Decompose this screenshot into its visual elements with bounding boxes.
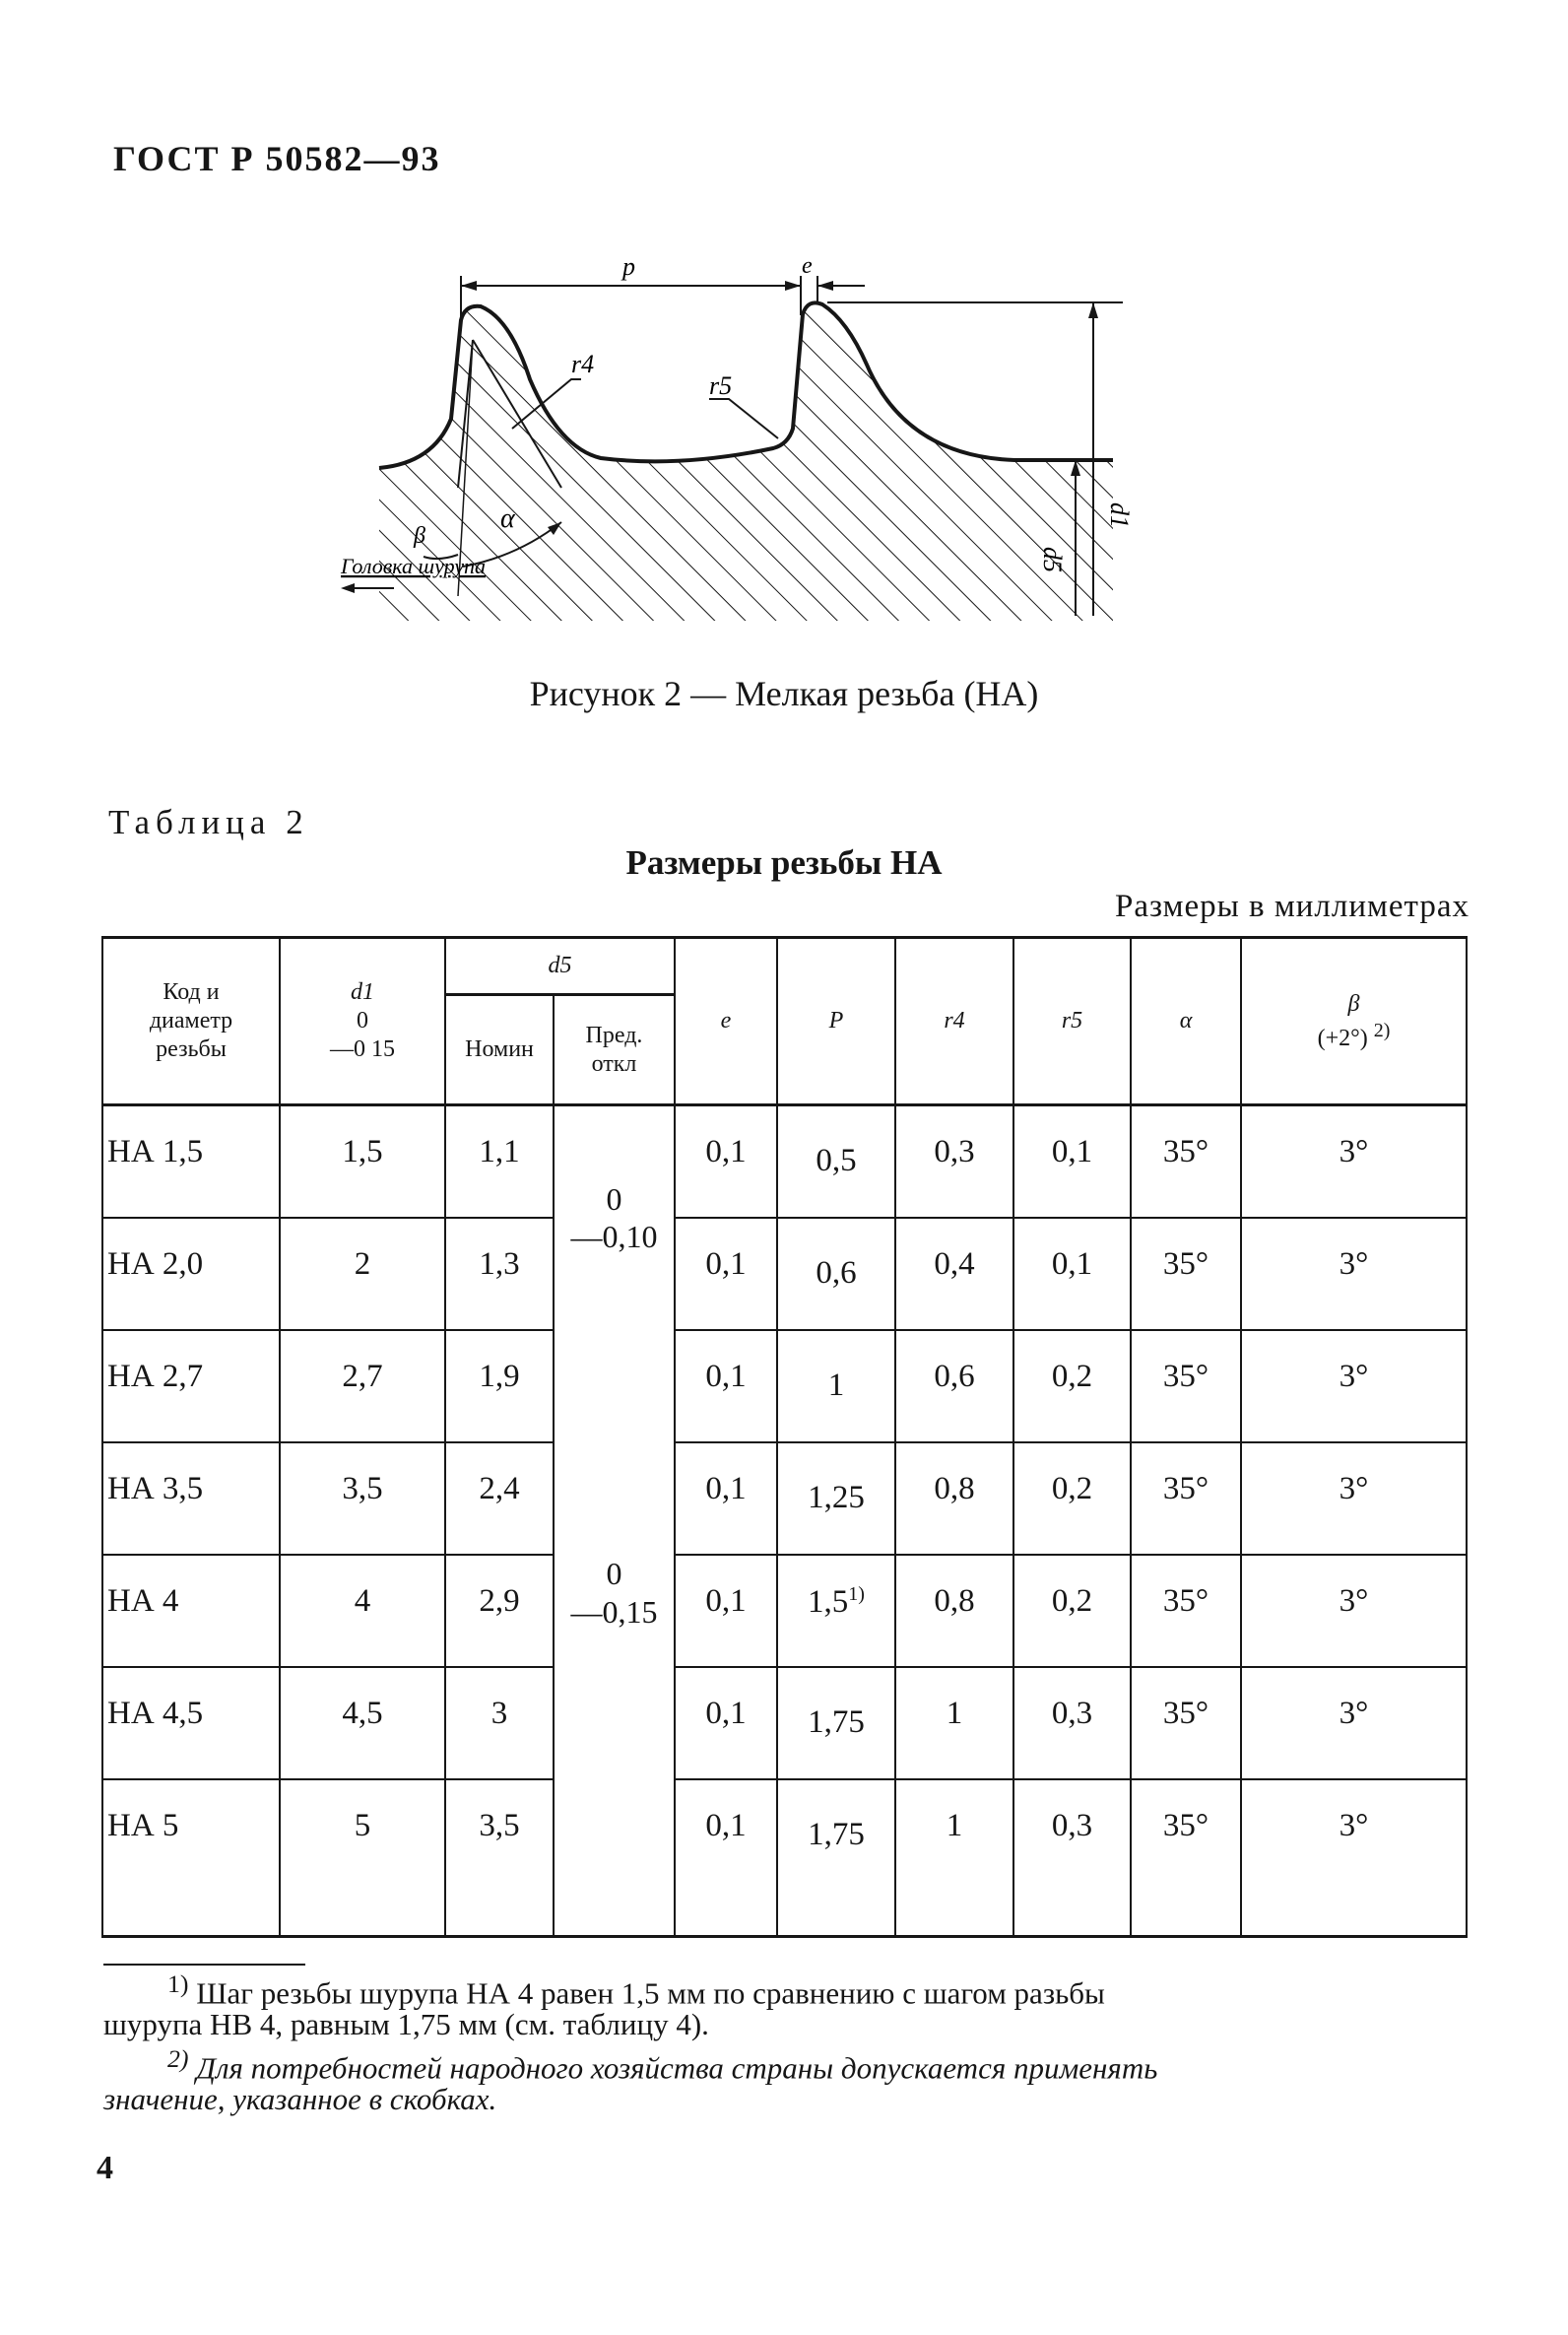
cell-e: 0,1 <box>675 1779 777 1937</box>
cell-r4: 0,8 <box>895 1442 1013 1555</box>
cell-code: НА 1,5 <box>102 1105 280 1218</box>
cell-d5-nominal: 1,9 <box>445 1330 554 1442</box>
cell-code: НА 4 <box>102 1555 280 1667</box>
cell-beta: 3° <box>1241 1555 1467 1667</box>
d1-label: d1 <box>1105 502 1134 528</box>
cell-d1: 2,7 <box>280 1330 445 1442</box>
cell-e: 0,1 <box>675 1667 777 1779</box>
cell-beta: 3° <box>1241 1105 1467 1218</box>
cell-code: НА 5 <box>102 1779 280 1937</box>
header-beta-tol: (+2°) <box>1317 1025 1368 1051</box>
cell-r4: 0,4 <box>895 1218 1013 1330</box>
thread-profile-figure <box>335 241 1221 635</box>
cell-e: 0,1 <box>675 1442 777 1555</box>
header-alpha <box>1131 938 1241 1105</box>
cell-p-value: 1,5 <box>808 1583 849 1620</box>
table-row <box>102 1105 1467 1218</box>
cell-p <box>777 1555 895 1667</box>
header-d5 <box>445 938 675 995</box>
tol-group1-lower: —0,10 <box>570 1219 658 1255</box>
header-d1-tol-lower: —0 15 <box>330 1035 395 1062</box>
cell-r5: 0,2 <box>1013 1442 1131 1555</box>
cell-d5-nominal: 3 <box>445 1667 554 1779</box>
cell-d5-nominal: 3,5 <box>445 1779 554 1937</box>
header-p <box>777 938 895 1105</box>
header-e <box>675 938 777 1105</box>
table-row <box>102 1779 1467 1937</box>
cell-p-value: 1,25 <box>808 1479 865 1515</box>
footnote-2-marker: 2) <box>167 2044 189 2073</box>
beta-label: β <box>414 523 425 549</box>
header-r5-symbol: r5 <box>1061 1008 1083 1034</box>
header-beta <box>1241 938 1467 1105</box>
cell-d5-nominal: 2,9 <box>445 1555 554 1667</box>
header-p-symbol: P <box>828 1008 844 1034</box>
cell-p <box>777 1667 895 1779</box>
cell-d5-nominal: 1,3 <box>445 1218 554 1330</box>
cell-p-value: 1 <box>827 1367 845 1403</box>
cell-alpha: 35° <box>1131 1218 1241 1330</box>
cell-alpha: 35° <box>1131 1442 1241 1555</box>
cell-r4: 0,3 <box>895 1105 1013 1218</box>
cell-alpha: 35° <box>1131 1667 1241 1779</box>
cell-beta: 3° <box>1241 1330 1467 1442</box>
cell-code: НА 2,7 <box>102 1330 280 1442</box>
cell-p-value: 0,6 <box>816 1254 857 1291</box>
cell-r4: 1 <box>895 1667 1013 1779</box>
cell-d5-nominal: 2,4 <box>445 1442 554 1555</box>
cell-code: НА 4,5 <box>102 1667 280 1779</box>
cell-code: НА 2,0 <box>102 1218 280 1330</box>
cell-r4: 1 <box>895 1779 1013 1937</box>
cell-p-value: 1,75 <box>808 1703 865 1740</box>
page-number: 4 <box>97 2150 113 2186</box>
cell-beta: 3° <box>1241 1218 1467 1330</box>
header-beta-symbol: β <box>1347 990 1360 1017</box>
cell-e: 0,1 <box>675 1105 777 1218</box>
d5-label: d5 <box>1038 547 1067 572</box>
table-row <box>102 1442 1467 1555</box>
footnote-2-line2: значение, указанное в скобках. <box>103 2082 497 2116</box>
cell-alpha: 35° <box>1131 1105 1241 1218</box>
document-title: ГОСТ Р 50582—93 <box>113 139 441 178</box>
cell-e: 0,1 <box>675 1330 777 1442</box>
units-note: Размеры в миллиметрах <box>1115 889 1470 924</box>
footnote-1-line1: Шаг резьбы шурупа НА 4 равен 1,5 мм по сравнению с шагом разьбы <box>196 1975 1105 2011</box>
header-beta-note: 2) <box>1373 1019 1391 1041</box>
header-d1 <box>280 938 445 1105</box>
header-d1-tol-upper: 0 <box>357 1008 368 1034</box>
table-label: Таблица 2 <box>108 803 309 841</box>
header-d1-symbol: d1 <box>351 979 374 1006</box>
header-d5-tol-line2: откл <box>591 1050 637 1077</box>
table-row <box>102 1667 1467 1779</box>
cell-r5: 0,1 <box>1013 1105 1131 1218</box>
header-d5-tol-line1: Пред. <box>585 1022 643 1048</box>
cell-r4: 0,8 <box>895 1555 1013 1667</box>
tol-group2-lower: —0,15 <box>570 1593 658 1630</box>
cell-alpha: 35° <box>1131 1555 1241 1667</box>
table-row <box>102 1330 1467 1442</box>
cell-r5: 0,1 <box>1013 1218 1131 1330</box>
figure-caption: Рисунок 2 — Мелкая резьба (НА) <box>529 674 1039 713</box>
header-code-line2: диаметр <box>149 1008 233 1034</box>
cell-r5: 0,2 <box>1013 1555 1131 1667</box>
cell-d1: 2 <box>280 1218 445 1330</box>
header-alpha-symbol: α <box>1179 1008 1193 1034</box>
cell-d1: 4 <box>280 1555 445 1667</box>
cell-p <box>777 1779 895 1937</box>
tol-group2-upper: 0 <box>606 1556 622 1592</box>
cell-r4: 0,6 <box>895 1330 1013 1442</box>
r4-label: r4 <box>571 350 595 378</box>
cell-r5: 0,3 <box>1013 1667 1131 1779</box>
cell-beta: 3° <box>1241 1442 1467 1555</box>
tol-group1-upper: 0 <box>606 1180 622 1217</box>
screw-head-label: Головка шурупа <box>341 554 487 578</box>
p-label: p <box>622 252 635 281</box>
header-r5 <box>1013 938 1131 1105</box>
header-code <box>102 938 280 1105</box>
cell-p <box>777 1218 895 1330</box>
header-r4-symbol: r4 <box>944 1008 965 1034</box>
cell-d1: 4,5 <box>280 1667 445 1779</box>
cell-p <box>777 1330 895 1442</box>
cell-p-note: 1) <box>848 1582 865 1605</box>
e-label: e <box>802 253 813 279</box>
table-title: Размеры резьбы НА <box>625 843 943 882</box>
cell-d1: 5 <box>280 1779 445 1937</box>
cell-p-value: 1,75 <box>808 1816 865 1852</box>
cell-d5-nominal: 1,1 <box>445 1105 554 1218</box>
cell-d1: 1,5 <box>280 1105 445 1218</box>
cell-p-value: 0,5 <box>816 1143 857 1178</box>
thread-dimensions-table <box>101 936 1468 1938</box>
r5-label: r5 <box>709 371 733 400</box>
footnote-2-line1: Для потребностей народного хозяйства страны допускается применять <box>196 2050 1158 2086</box>
cell-r5: 0,2 <box>1013 1330 1131 1442</box>
cell-r5: 0,3 <box>1013 1779 1131 1937</box>
cell-d5-tolerance-group1 <box>554 1105 675 1330</box>
cell-alpha: 35° <box>1131 1330 1241 1442</box>
cell-e: 0,1 <box>675 1555 777 1667</box>
header-e-symbol: e <box>720 1008 732 1034</box>
header-d5-symbol: d5 <box>548 953 572 979</box>
cell-beta: 3° <box>1241 1779 1467 1937</box>
cell-alpha: 35° <box>1131 1779 1241 1937</box>
alpha-label: α <box>500 503 515 534</box>
thread-body <box>379 302 1113 621</box>
header-d5-tolerance <box>554 995 675 1105</box>
table-row <box>102 1218 1467 1330</box>
table-row <box>102 1555 1467 1667</box>
footnote-1-line2: шурупа НВ 4, равным 1,75 мм (см. таблицу 4). <box>103 2007 709 2041</box>
cell-code: НА 3,5 <box>102 1442 280 1555</box>
cell-beta: 3° <box>1241 1667 1467 1779</box>
footnote-1-marker: 1) <box>167 1969 189 1998</box>
header-r4 <box>895 938 1013 1105</box>
cell-d5-tolerance-group2 <box>554 1330 675 1937</box>
header-code-line3: резьбы <box>156 1035 227 1062</box>
header-d5-nominal: Номин <box>445 995 554 1105</box>
cell-p <box>777 1105 895 1218</box>
header-code-line1: Код и <box>163 979 220 1006</box>
cell-e: 0,1 <box>675 1218 777 1330</box>
cell-d1: 3,5 <box>280 1442 445 1555</box>
footnote-divider <box>103 1964 305 1966</box>
cell-p <box>777 1442 895 1555</box>
